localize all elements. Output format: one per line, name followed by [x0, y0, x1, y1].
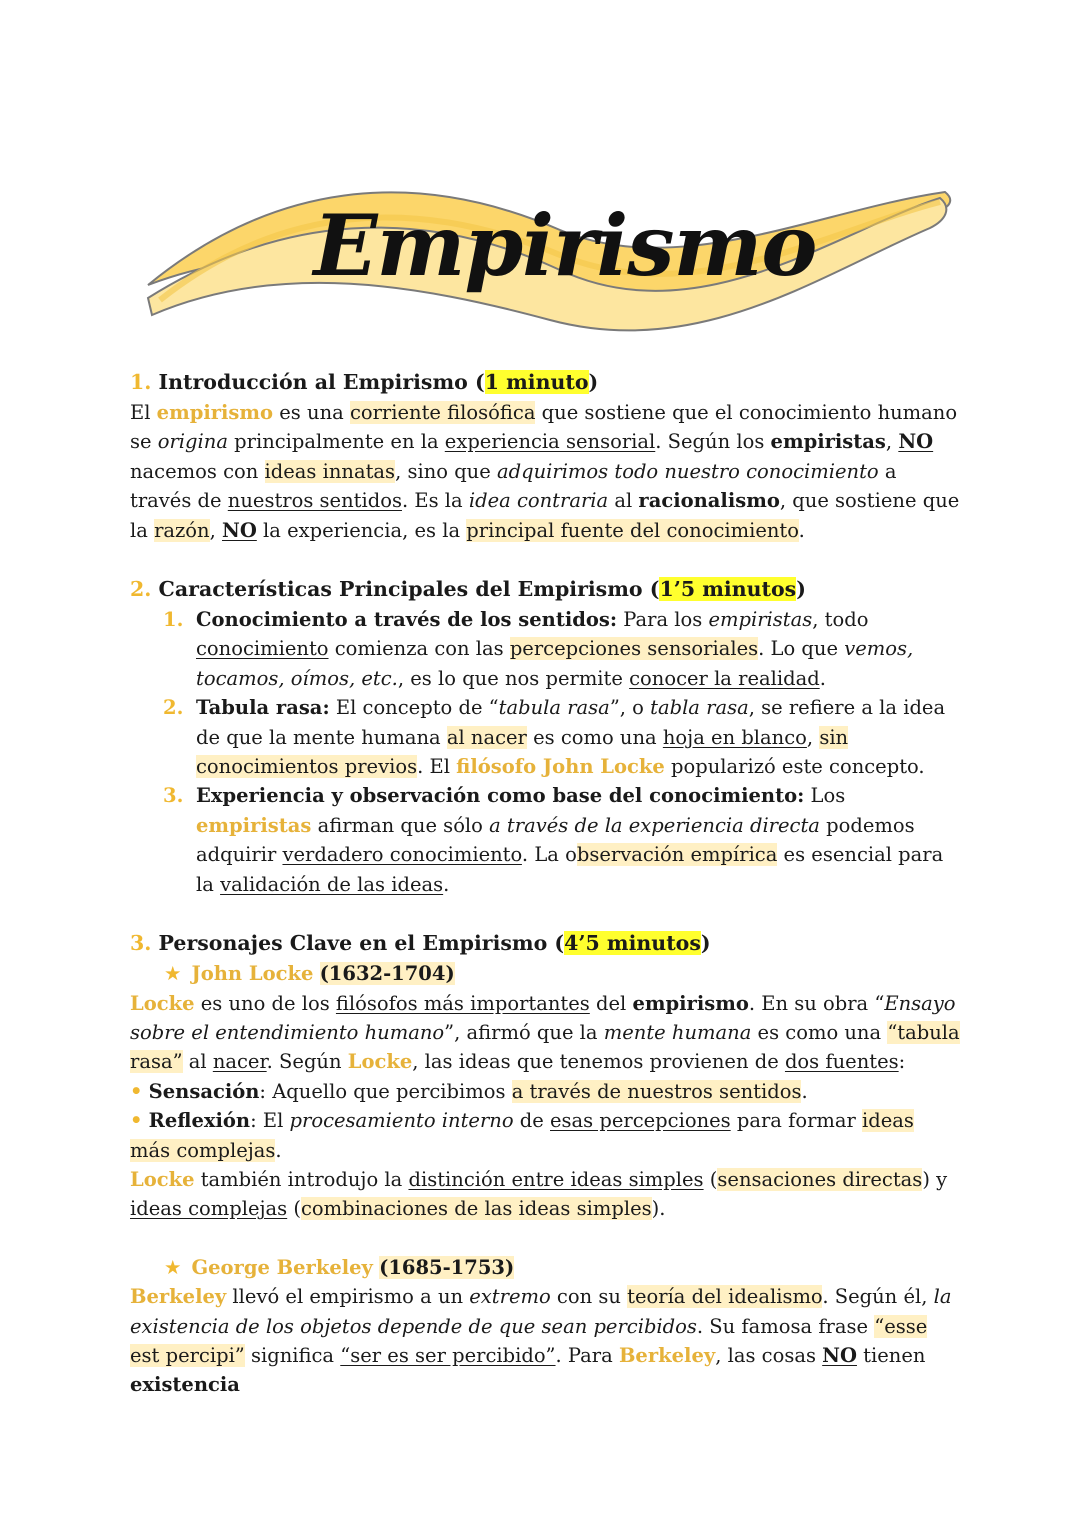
bullet-item [130, 1077, 960, 1106]
highlight: teoría del idealismo [627, 1285, 823, 1309]
highlight: bservación empírica [576, 843, 778, 867]
text: ( [703, 1167, 718, 1191]
italic-text: idea contraria [468, 489, 609, 513]
underlined-text: “ser es ser percibido” [340, 1343, 556, 1367]
text: . El [417, 755, 457, 779]
italic-text: a través de la experiencia directa [489, 813, 820, 837]
text: afirman que sólo [311, 813, 490, 837]
text: El [130, 401, 157, 424]
underlined-text: verdadero conocimiento [282, 843, 522, 867]
section-1-heading [130, 367, 960, 398]
keyword: empiristas [196, 813, 312, 837]
text: es uno de los [194, 991, 336, 1015]
text: es una [273, 401, 350, 424]
highlight: sin conocimientos previos [196, 725, 849, 779]
locke-paragraph [130, 989, 960, 1077]
italic-text: empiristas [708, 608, 813, 632]
locke-paragraph-2 [130, 1165, 960, 1224]
text: ( [287, 1197, 301, 1221]
paren: ) [796, 577, 806, 602]
highlight: razón [154, 518, 210, 542]
bold-text: NO [222, 518, 257, 542]
paren: ) [588, 370, 599, 394]
highlight: principal fuente del conocimiento [466, 518, 799, 542]
italic-text: tabla rasa [650, 696, 749, 720]
keyword: empirismo [156, 401, 274, 424]
keyword: Locke [130, 1167, 195, 1191]
bold-text: existencia [130, 1373, 240, 1397]
keyword: Berkeley [618, 1343, 716, 1367]
section-1-paragraph [130, 398, 960, 545]
text: de [513, 1109, 550, 1133]
highlight: ideas innatas [264, 459, 396, 483]
time-badge: 1’5 minutos [659, 577, 797, 602]
text: . Para [555, 1343, 619, 1367]
section-number: 2. [130, 577, 152, 602]
text: al [608, 489, 639, 513]
philosopher-name: John Locke [191, 962, 314, 986]
text: Los [804, 784, 846, 808]
bold-text: Reflexión [148, 1109, 251, 1133]
text: tienen [856, 1343, 926, 1367]
italic-text: vemos, tocamos, oímos, etc. [196, 637, 914, 690]
berkeley-subheading [130, 1253, 960, 1282]
text: a través de [130, 459, 897, 513]
text: . Según [266, 1050, 348, 1074]
keyword: Locke [130, 991, 195, 1015]
italic-text: adquirimos todo nuestro conocimiento [496, 459, 879, 483]
text: , [806, 725, 820, 749]
italic-text: Ensayo sobre el entendimiento humano [130, 991, 956, 1044]
text: , todo [812, 608, 869, 632]
text: , las ideas que tenemos provienen de [412, 1050, 785, 1074]
star-icon: ★ [164, 962, 182, 986]
highlight: sensaciones directas [717, 1167, 923, 1191]
italic-text: procesamiento interno [289, 1109, 514, 1133]
text: , es lo que nos permite [397, 666, 630, 690]
highlight: combinaciones de las ideas simples [301, 1197, 652, 1221]
highlight: al nacer [446, 725, 527, 749]
text: . En su obra “ [748, 991, 885, 1015]
italic-text: mente humana [603, 1020, 752, 1044]
text: es esencial para la [196, 843, 944, 896]
berkeley-paragraph [130, 1282, 960, 1400]
list-item [130, 605, 960, 693]
section-3-heading [130, 928, 960, 959]
text: : Aquello que percibimos [259, 1079, 512, 1103]
text: . [443, 872, 450, 896]
list-number: 2. [163, 696, 184, 720]
bold-text: NO [822, 1343, 857, 1367]
text: . [801, 1079, 808, 1103]
underlined-text: experiencia sensorial [444, 430, 656, 454]
text: . Es la [401, 489, 469, 513]
paren: ( [474, 370, 485, 394]
text: . [798, 518, 805, 542]
underlined-text: nacer [212, 1050, 267, 1074]
text: , se refiere a la idea de que la mente humana [196, 696, 946, 749]
bullet-icon: • [130, 1109, 143, 1133]
text: . Lo que [758, 637, 845, 661]
text: llevó el empirismo a un [226, 1285, 470, 1309]
keyword: filósofo John Locke [456, 755, 665, 779]
underlined-text: hoja en blanco [662, 725, 807, 749]
text: . [275, 1138, 282, 1162]
text: , sino que [395, 459, 497, 483]
text: . Según él, [822, 1285, 934, 1309]
underlined-text: esas percepciones [550, 1109, 731, 1133]
highlight: corriente filosófica [349, 401, 536, 424]
keyword: Berkeley [130, 1285, 227, 1309]
paren: ( [554, 931, 565, 956]
underlined-text: ideas complejas [130, 1197, 288, 1221]
text: : [898, 1050, 906, 1074]
section-title: Introducción al Empirismo [158, 370, 468, 394]
text: , que sostiene que la [130, 489, 960, 542]
text: también introdujo la [194, 1167, 409, 1191]
text: . Según los [655, 430, 771, 454]
text: nacemos con [130, 459, 265, 483]
text: El concepto de “ [329, 696, 499, 720]
locke-subheading [130, 959, 960, 988]
text: . [819, 666, 826, 690]
text: popularizó este concepto. [664, 755, 925, 779]
bold-text: Experiencia y observación como base del conocimiento: [196, 784, 805, 808]
philosopher-dates: (1632-1704) [319, 962, 455, 986]
text: Para los [617, 608, 709, 632]
italic-text: la existencia de los objetos depende de que sean percibidos [130, 1285, 952, 1338]
text: al [182, 1050, 213, 1074]
philosopher-dates: (1685-1753) [379, 1255, 515, 1279]
underlined-text: dos fuentes [784, 1050, 899, 1074]
philosopher-name: George Berkeley [191, 1255, 373, 1279]
text: , [209, 518, 222, 542]
ribbon-graphic [140, 150, 952, 350]
text: . La o [521, 843, 577, 867]
star-icon: ★ [164, 1255, 182, 1279]
title-banner [140, 150, 952, 350]
bold-text: Conocimiento a través de los sentidos: [196, 608, 618, 632]
text: comienza con las [328, 637, 510, 661]
highlight: a través de nuestros sentidos [511, 1079, 802, 1103]
underlined-text: conocer la realidad [629, 666, 820, 690]
underlined-text: nuestros sentidos [227, 489, 402, 513]
text: es como una [751, 1020, 888, 1044]
bold-text: NO [898, 430, 934, 454]
text: que sostiene que el conocimiento humano se [130, 401, 958, 454]
paren: ( [649, 577, 660, 602]
bold-text: Sensación [148, 1079, 260, 1103]
underlined-text: validación de las ideas [220, 872, 444, 896]
highlight: ideas más complejas [130, 1109, 914, 1162]
list-number: 3. [163, 784, 184, 808]
document-body [130, 367, 960, 1400]
list-number: 1. [163, 608, 184, 632]
text: ”, o [609, 696, 651, 720]
section-title: Personajes Clave en el Empirismo [158, 931, 548, 956]
text: principalmente en la [227, 430, 445, 454]
section-2-heading [130, 574, 960, 605]
text: ) y [922, 1167, 948, 1191]
text: la experiencia, es la [256, 518, 467, 542]
text: del [589, 991, 633, 1015]
highlight: “tabula rasa” [130, 1020, 960, 1074]
bold-text: empirismo [632, 991, 749, 1015]
italic-text: origina [157, 430, 228, 454]
bold-text: racionalismo [638, 489, 780, 513]
text: : El [250, 1109, 290, 1133]
text: ”, afirmó que la [444, 1020, 604, 1044]
underlined-text: conocimiento [196, 637, 329, 661]
text: , [885, 430, 899, 454]
text: podemos adquirir [196, 813, 915, 867]
highlight: percepciones sensoriales [509, 637, 759, 661]
underlined-text: distinción entre ideas simples [408, 1167, 704, 1191]
text: con su [550, 1285, 628, 1309]
bold-text: empiristas [770, 430, 886, 454]
underlined-text: filósofos más importantes [335, 991, 590, 1015]
text: para formar [730, 1109, 863, 1133]
italic-text: tabula rasa [498, 696, 610, 720]
italic-text: extremo [469, 1285, 551, 1309]
bullet-item [130, 1106, 960, 1165]
page-title: Empirismo [313, 196, 817, 295]
highlight: “esse est percipi” [130, 1314, 928, 1367]
keyword: Locke [347, 1050, 413, 1074]
time-badge: 1 minuto [484, 370, 589, 394]
text: . Su famosa frase [696, 1314, 875, 1338]
section-number: 3. [130, 931, 152, 956]
section-number: 1. [130, 370, 152, 394]
section-title: Características Principales del Empirismo [158, 577, 643, 602]
text: , las cosas [715, 1343, 823, 1367]
text: significa [244, 1343, 341, 1367]
list-item [130, 693, 960, 781]
bullet-icon: • [130, 1079, 143, 1103]
paren: ) [700, 931, 711, 956]
bold-text: Tabula rasa: [196, 696, 330, 720]
time-badge: 4’5 minutos [564, 931, 701, 956]
text: ). [651, 1197, 666, 1221]
list-item [130, 781, 960, 899]
text: es como una [526, 725, 663, 749]
